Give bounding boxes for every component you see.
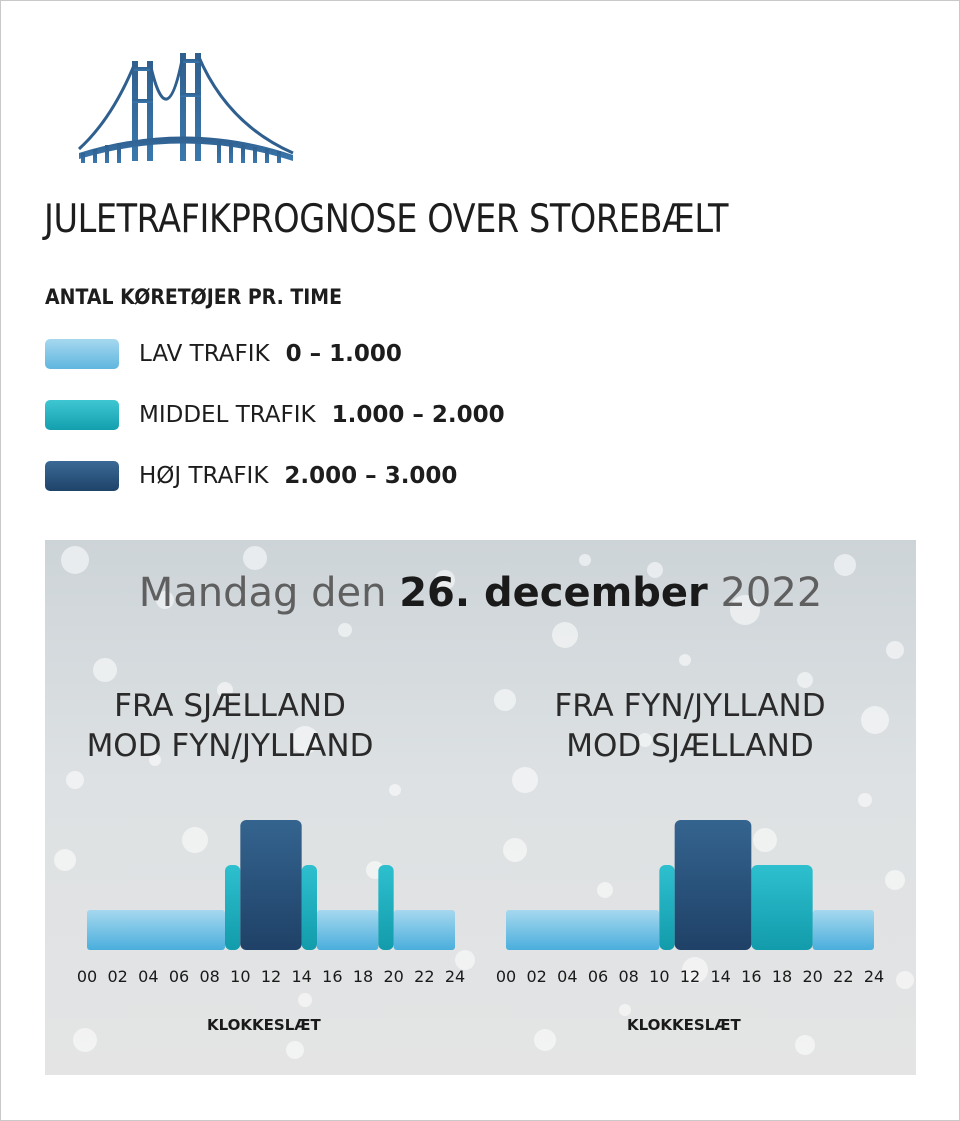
legend-range: 0 – 1.000 (285, 341, 402, 367)
x-tick-label: 10 (649, 967, 670, 986)
traffic-bar-medium (302, 865, 317, 950)
x-tick-label: 08 (618, 967, 639, 986)
legend-range: 2.000 – 3.000 (284, 463, 458, 489)
date-year: 2022 (720, 570, 823, 616)
traffic-bar-low (506, 910, 659, 950)
chart-right-title-line2: MOD SJÆLLAND (566, 728, 814, 764)
x-tick-label: 24 (863, 967, 885, 986)
legend-swatch-high (45, 461, 119, 491)
traffic-bar-medium (751, 865, 812, 950)
x-tick-label: 22 (833, 967, 854, 986)
x-tick-label: 20 (802, 967, 823, 986)
legend-swatch-low (45, 339, 119, 369)
traffic-bar-medium (378, 865, 393, 950)
chart-left-title-line2: MOD FYN/JYLLAND (86, 728, 374, 764)
legend-label: MIDDEL TRAFIK (139, 402, 316, 428)
x-tick-label: 18 (352, 967, 374, 986)
x-tick-label: 02 (526, 967, 547, 986)
x-tick-label: 06 (168, 967, 190, 986)
x-tick-label: 18 (771, 967, 793, 986)
main-title: JULETRAFIKPROGNOSE OVER STOREBÆLT (44, 197, 729, 242)
chart-left (77, 820, 465, 986)
traffic-bar-high (675, 820, 752, 950)
date-day: 26. december (399, 570, 708, 616)
x-tick-label: 08 (199, 967, 220, 986)
chart-right-xlabel: KLOKKESLÆT (627, 1016, 741, 1034)
traffic-bar-low (813, 910, 874, 950)
legend-label: HØJ TRAFIK (139, 463, 269, 489)
bridge-logo-icon (77, 49, 297, 171)
legend-range: 1.000 – 2.000 (331, 402, 505, 428)
x-tick-label: 22 (414, 967, 435, 986)
chart-left-title-line1: FRA SJÆLLAND (114, 688, 346, 724)
x-tick-label: 16 (322, 967, 343, 986)
x-tick-label: 14 (710, 967, 731, 986)
x-tick-label: 02 (107, 967, 128, 986)
x-tick-label: 04 (557, 967, 578, 986)
forecast-panel (45, 540, 916, 1075)
legend-heading: ANTAL KØRETØJER PR. TIME (45, 285, 342, 309)
traffic-bar-medium (659, 865, 674, 950)
traffic-bar-low (394, 910, 455, 950)
x-tick-label: 00 (76, 967, 98, 986)
x-tick-label: 06 (587, 967, 609, 986)
traffic-bar-low (317, 910, 378, 950)
traffic-bar-high (240, 820, 301, 950)
x-tick-label: 04 (138, 967, 159, 986)
x-tick-label: 12 (260, 967, 282, 986)
legend-item-low (45, 337, 402, 371)
x-tick-label: 12 (679, 967, 701, 986)
legend-item-medium (45, 398, 505, 432)
chart-right (496, 820, 884, 986)
date-prefix: Mandag den (138, 570, 387, 616)
x-tick-label: 20 (383, 967, 404, 986)
x-tick-label: 10 (230, 967, 251, 986)
traffic-charts (45, 540, 916, 1075)
x-tick-label: 14 (291, 967, 312, 986)
chart-left-xlabel: KLOKKESLÆT (207, 1016, 321, 1034)
legend-item-high (45, 459, 457, 493)
legend-label: LAV TRAFIK (139, 341, 270, 367)
chart-right-title-line1: FRA FYN/JYLLAND (554, 688, 826, 724)
x-tick-label: 24 (444, 967, 466, 986)
traffic-bar-low (87, 910, 225, 950)
x-tick-label: 16 (741, 967, 762, 986)
legend-swatch-medium (45, 400, 119, 430)
x-tick-label: 00 (495, 967, 517, 986)
traffic-bar-medium (225, 865, 240, 950)
